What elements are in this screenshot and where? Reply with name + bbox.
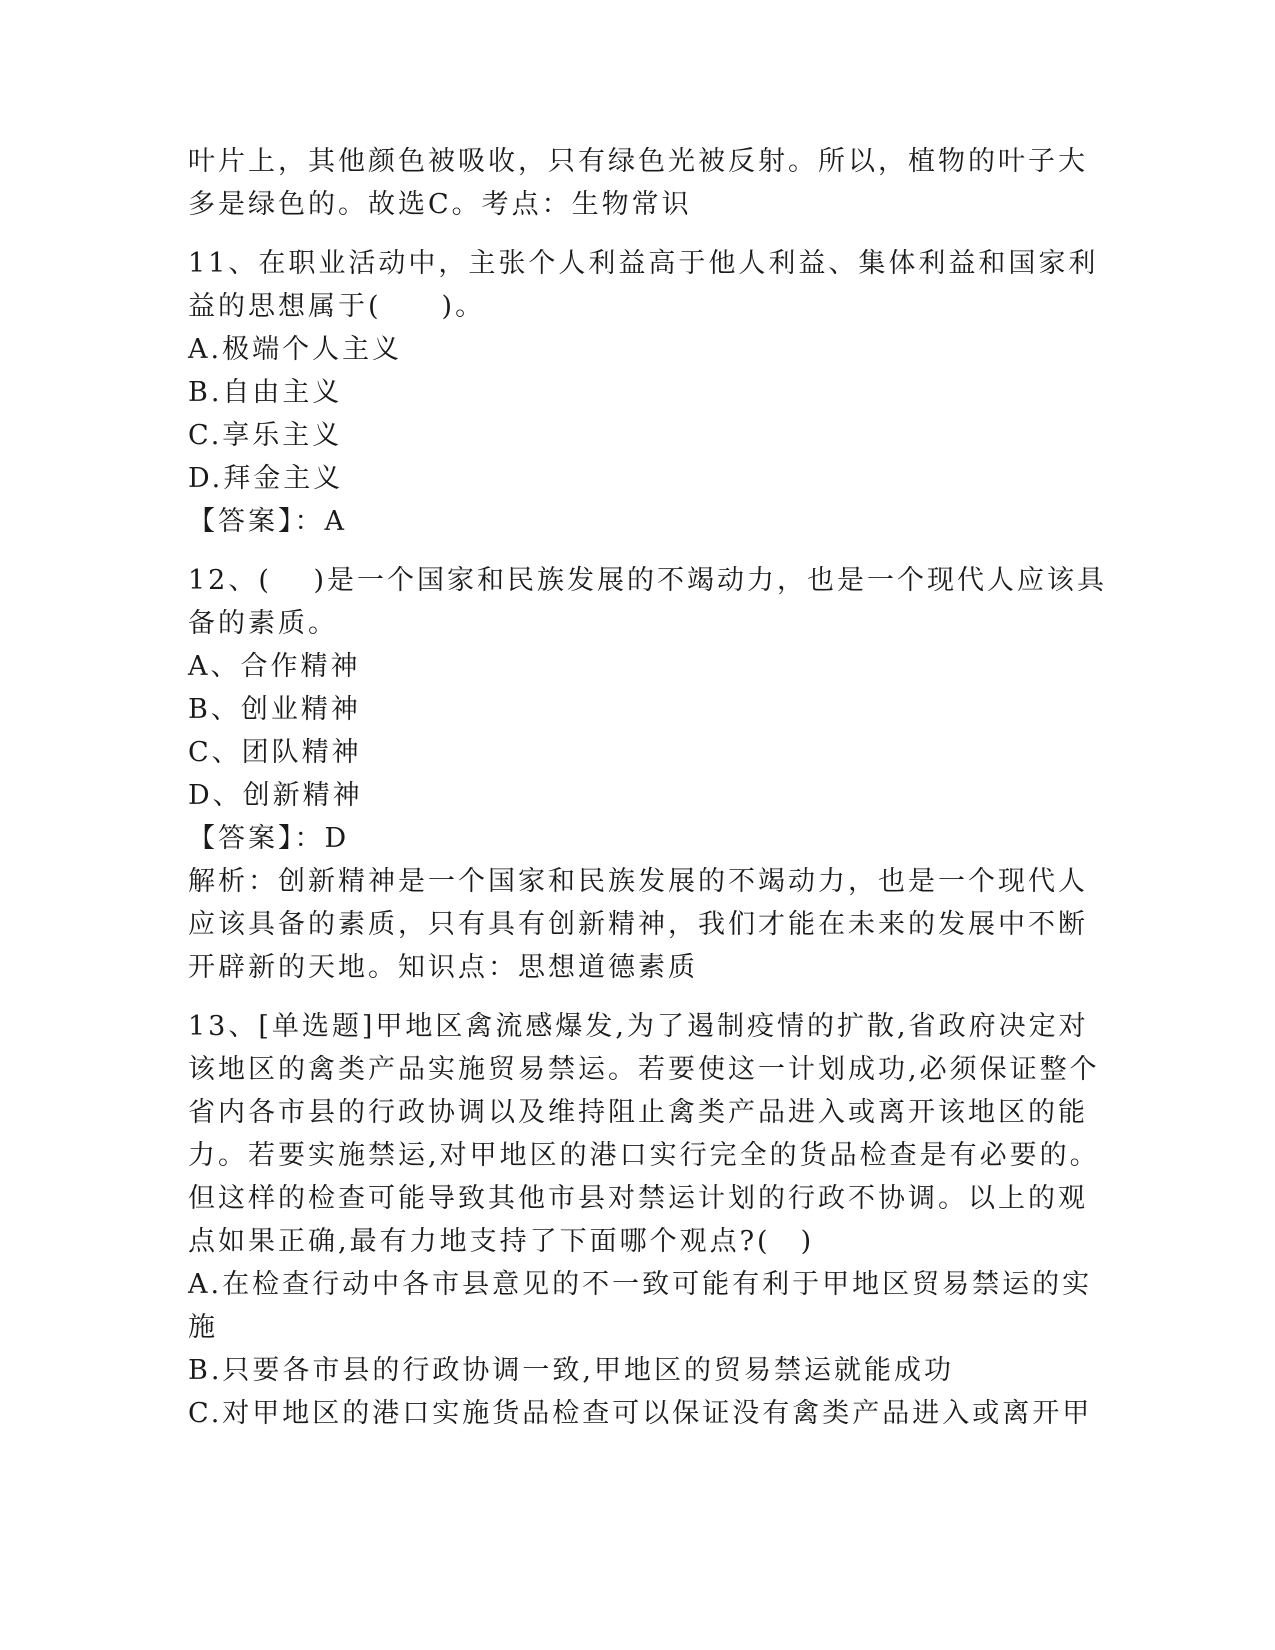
question-stem-line: 益的思想属于( )。 <box>188 291 486 322</box>
question-stem-line: 11、在职业活动中，主张个人利益高于他人利益、集体利益和国家利 <box>188 248 1099 279</box>
option-a: A、合作精神 <box>188 651 361 682</box>
text-line: 叶片上，其他颜色被吸收，只有绿色光被反射。所以，植物的叶子大 <box>188 146 1088 177</box>
option-c: C.对甲地区的港口实施货品检查可以保证没有禽类产品进入或离开甲 <box>188 1398 1093 1429</box>
option-b: B.自由主义 <box>188 377 343 408</box>
answer-line: 【答案】：D <box>188 823 350 854</box>
question-11 <box>188 242 1099 543</box>
option-a-continued: 施 <box>188 1312 218 1343</box>
document-page <box>188 140 1108 1435</box>
question-stem-line: 12、( )是一个国家和民族发展的不竭动力，也是一个现代人应该具 <box>188 565 1108 596</box>
text-line: 多是绿色的。故选C。考点：生物常识 <box>188 189 692 220</box>
option-c: C、团队精神 <box>188 737 362 768</box>
question-stem-line: 省内各市县的行政协调以及维持阻止禽类产品进入或离开该地区的能 <box>188 1097 1088 1128</box>
question-stem-line: 该地区的禽类产品实施贸易禁运。若要使这一计划成功,必须保证整个 <box>188 1054 1100 1085</box>
question-12 <box>188 559 1108 989</box>
option-d: D、创新精神 <box>188 780 363 811</box>
question-stem-line: 但这样的检查可能导致其他市县对禁运计划的行政不协调。以上的观 <box>188 1183 1088 1214</box>
question-stem-line: 力。若要实施禁运,对甲地区的港口实行完全的货品检查是有必要的。 <box>188 1140 1100 1171</box>
analysis-line: 开辟新的天地。知识点：思想道德素质 <box>188 952 698 983</box>
option-b: B.只要各市县的行政协调一致,甲地区的贸易禁运就能成功 <box>188 1355 955 1386</box>
question-13 <box>188 1005 1100 1435</box>
option-d: D.拜金主义 <box>188 463 344 494</box>
option-a: A.在检查行动中各市县意见的不一致可能有利于甲地区贸易禁运的实 <box>188 1269 1093 1300</box>
option-b: B、创业精神 <box>188 694 361 725</box>
analysis-line: 应该具备的素质，只有具有创新精神，我们才能在未来的发展中不断 <box>188 909 1088 940</box>
question-stem-line: 备的素质。 <box>188 608 338 639</box>
question-stem-line: 点如果正确,最有力地支持了下面哪个观点?( ) <box>188 1226 815 1257</box>
intro-paragraph <box>188 140 1088 226</box>
question-stem-line: 13、[单选题]甲地区禽流感爆发,为了遏制疫情的扩散,省政府决定对 <box>188 1011 1089 1042</box>
option-a: A.极端个人主义 <box>188 334 403 365</box>
option-c: C.享乐主义 <box>188 420 343 451</box>
answer-line: 【答案】：A <box>188 506 347 537</box>
analysis-line: 解析：创新精神是一个国家和民族发展的不竭动力，也是一个现代人 <box>188 866 1088 897</box>
